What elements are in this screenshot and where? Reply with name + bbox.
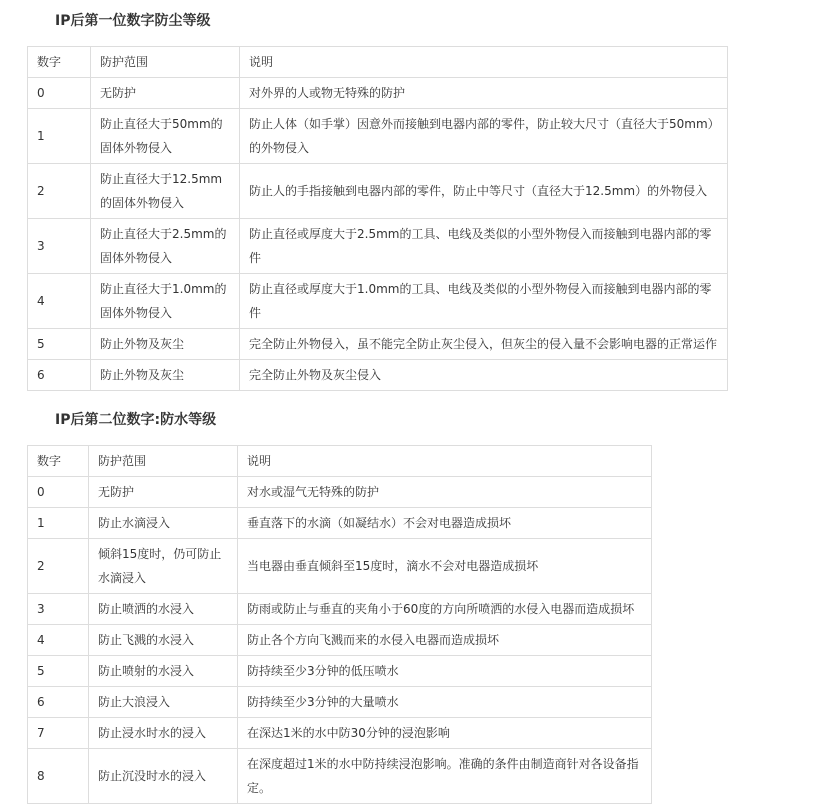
description-cell: 防止各个方向飞溅而来的水侵入电器而造成损坏 (238, 625, 652, 656)
digit-cell: 1 (28, 109, 91, 164)
table-row (28, 539, 652, 594)
protection-scope-cell: 防止飞溅的水浸入 (89, 625, 238, 656)
column-header: 数字 (28, 47, 91, 78)
column-header: 说明 (240, 47, 728, 78)
table-row (28, 625, 652, 656)
protection-scope-cell: 防止直径大于50mm的固体外物侵入 (91, 109, 240, 164)
digit-cell: 5 (28, 329, 91, 360)
protection-scope-cell: 防止浸水时水的浸入 (89, 718, 238, 749)
table-row (28, 329, 728, 360)
description-cell: 防止人体（如手掌）因意外而接触到电器内部的零件，防止较大尺寸（直径大于50mm）的外物侵入 (240, 109, 728, 164)
water-section-title: IP后第二位数字:防水等级 (55, 412, 217, 428)
description-cell: 在深度超过1米的水中防持续浸泡影响。准确的条件由制造商针对各设备指定。 (238, 749, 652, 804)
digit-cell: 0 (28, 477, 89, 508)
table-row (28, 687, 652, 718)
description-cell: 防止直径或厚度大于1.0mm的工具、电线及类似的小型外物侵入而接触到电器内部的零件 (240, 274, 728, 329)
table-row (28, 360, 728, 391)
protection-scope-cell: 防止沉没时水的浸入 (89, 749, 238, 804)
column-header: 防护范围 (89, 446, 238, 477)
dust-protection-table (27, 46, 728, 391)
protection-scope-cell: 防止水滴浸入 (89, 508, 238, 539)
description-cell: 防止人的手指接触到电器内部的零件，防止中等尺寸（直径大于12.5mm）的外物侵入 (240, 164, 728, 219)
digit-cell: 0 (28, 78, 91, 109)
digit-cell: 5 (28, 656, 89, 687)
protection-scope-cell: 防止大浪浸入 (89, 687, 238, 718)
digit-cell: 6 (28, 360, 91, 391)
table-header-row (28, 446, 652, 477)
protection-scope-cell: 防止直径大于12.5mm的固体外物侵入 (91, 164, 240, 219)
water-protection-table (27, 445, 652, 804)
table-header-row (28, 47, 728, 78)
digit-cell: 7 (28, 718, 89, 749)
description-cell: 对水或湿气无特殊的防护 (238, 477, 652, 508)
description-cell: 防雨或防止与垂直的夹角小于60度的方向所喷洒的水侵入电器而造成损坏 (238, 594, 652, 625)
digit-cell: 2 (28, 539, 89, 594)
description-cell: 完全防止外物侵入，虽不能完全防止灰尘侵入，但灰尘的侵入量不会影响电器的正常运作 (240, 329, 728, 360)
table-row (28, 219, 728, 274)
protection-scope-cell: 无防护 (89, 477, 238, 508)
protection-scope-cell: 防止外物及灰尘 (91, 329, 240, 360)
digit-cell: 6 (28, 687, 89, 718)
description-cell: 对外界的人或物无特殊的防护 (240, 78, 728, 109)
description-cell: 防持续至少3分钟的大量喷水 (238, 687, 652, 718)
digit-cell: 4 (28, 625, 89, 656)
description-cell: 在深达1米的水中防30分钟的浸泡影响 (238, 718, 652, 749)
water-table-body (28, 446, 652, 804)
protection-scope-cell: 防止喷射的水浸入 (89, 656, 238, 687)
table-row (28, 594, 652, 625)
digit-cell: 2 (28, 164, 91, 219)
dust-section-title: IP后第一位数字防尘等级 (55, 13, 211, 29)
column-header: 防护范围 (91, 47, 240, 78)
column-header: 数字 (28, 446, 89, 477)
digit-cell: 3 (28, 594, 89, 625)
dust-table-body (28, 47, 728, 391)
table-row (28, 749, 652, 804)
table-row (28, 78, 728, 109)
description-cell: 当电器由垂直倾斜至15度时，滴水不会对电器造成损坏 (238, 539, 652, 594)
table-row (28, 656, 652, 687)
table-row (28, 164, 728, 219)
table-row (28, 477, 652, 508)
description-cell: 防持续至少3分钟的低压喷水 (238, 656, 652, 687)
protection-scope-cell: 防止直径大于2.5mm的固体外物侵入 (91, 219, 240, 274)
description-cell: 垂直落下的水滴（如凝结水）不会对电器造成损坏 (238, 508, 652, 539)
table-row (28, 109, 728, 164)
table-row (28, 718, 652, 749)
protection-scope-cell: 防止喷洒的水浸入 (89, 594, 238, 625)
protection-scope-cell: 倾斜15度时，仍可防止水滴浸入 (89, 539, 238, 594)
digit-cell: 1 (28, 508, 89, 539)
protection-scope-cell: 无防护 (91, 78, 240, 109)
digit-cell: 4 (28, 274, 91, 329)
description-cell: 完全防止外物及灰尘侵入 (240, 360, 728, 391)
column-header: 说明 (238, 446, 652, 477)
table-row (28, 274, 728, 329)
protection-scope-cell: 防止外物及灰尘 (91, 360, 240, 391)
table-row (28, 508, 652, 539)
digit-cell: 8 (28, 749, 89, 804)
description-cell: 防止直径或厚度大于2.5mm的工具、电线及类似的小型外物侵入而接触到电器内部的零件 (240, 219, 728, 274)
digit-cell: 3 (28, 219, 91, 274)
protection-scope-cell: 防止直径大于1.0mm的固体外物侵入 (91, 274, 240, 329)
